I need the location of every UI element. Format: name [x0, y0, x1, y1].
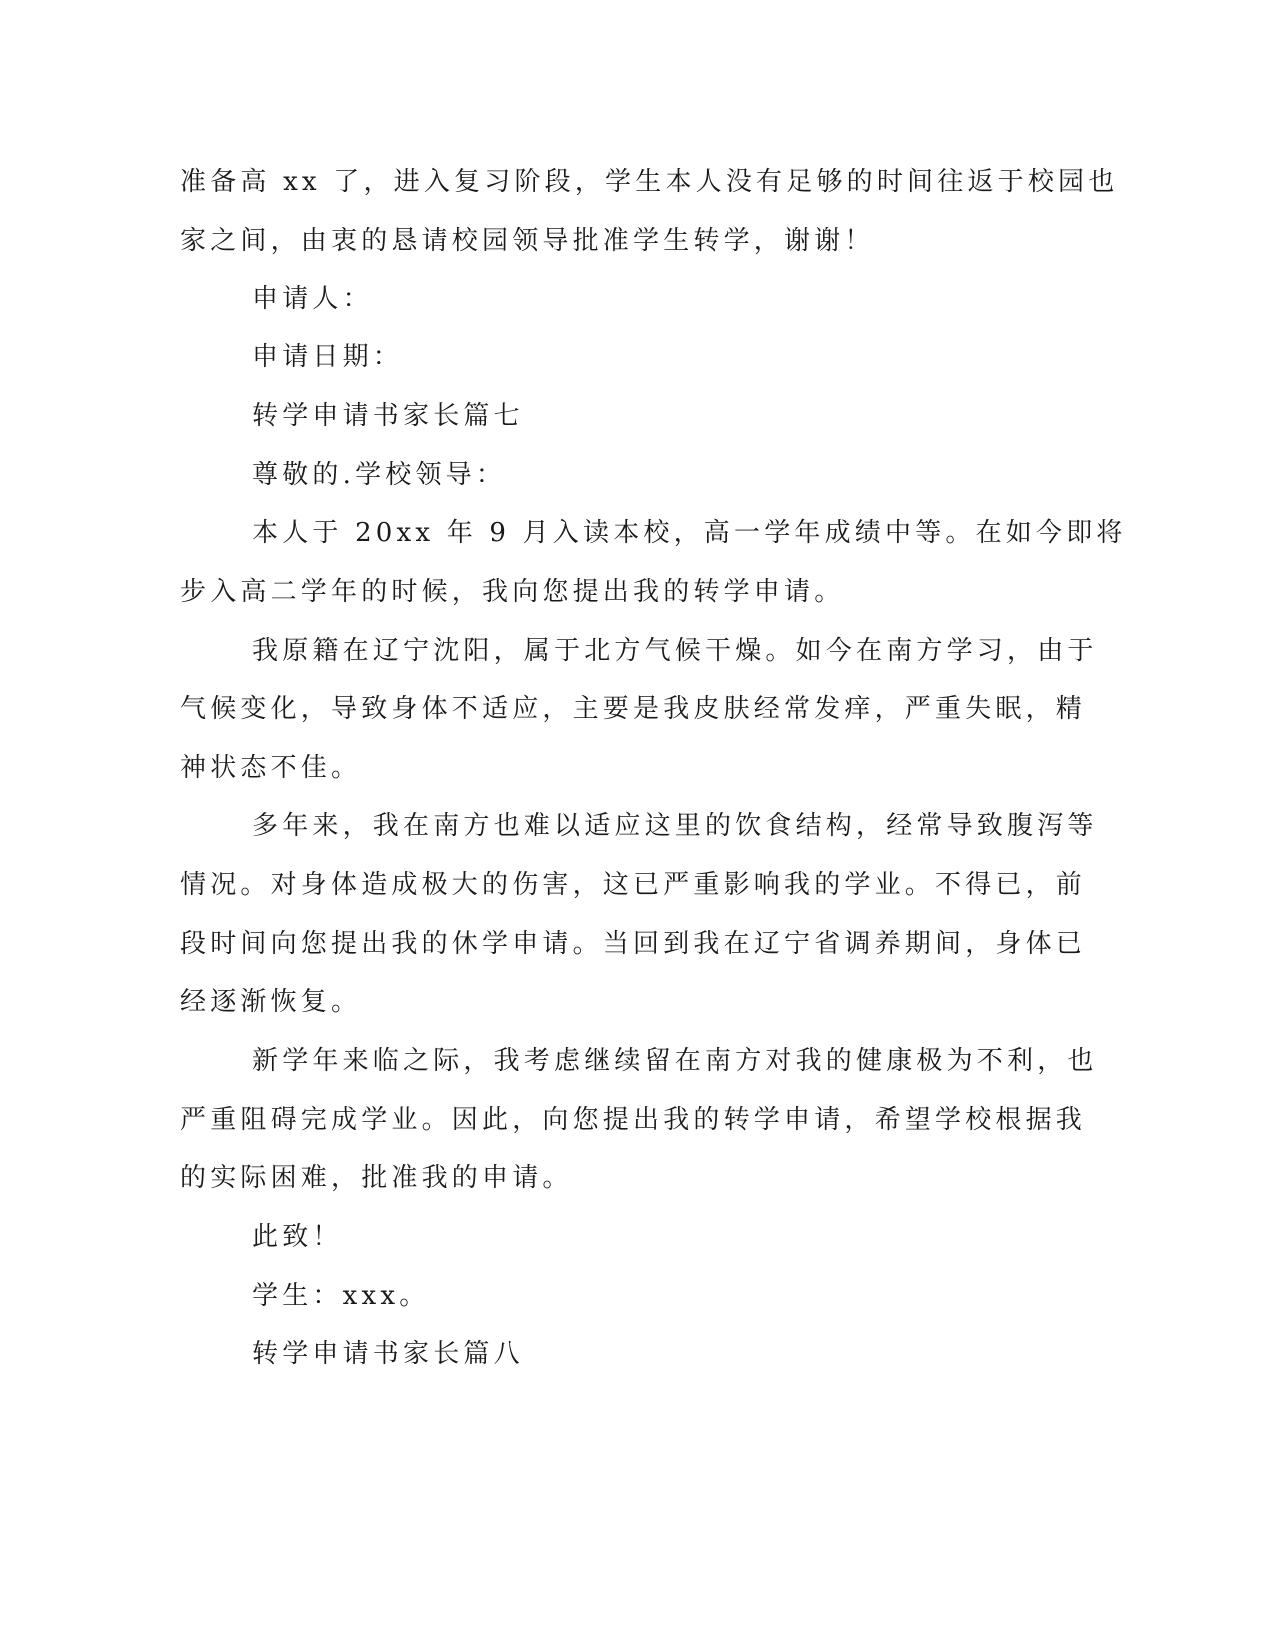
text-line: 情况。对身体造成极大的伤害，这已严重影响我的学业。不得已，前 [180, 870, 1087, 900]
text-line: 的实际困难，批准我的申请。 [180, 1163, 573, 1193]
text-line: 新学年来临之际，我考虑继续留在南方对我的健康极为不利，也 [252, 1046, 1098, 1076]
signature: 学生：xxx。 [252, 1281, 430, 1311]
text-line: 我原籍在辽宁沈阳，属于北方气候干燥。如今在南方学习，由于 [252, 636, 1098, 666]
text-line: 段时间向您提出我的休学申请。当回到我在辽宁省调养期间，身体已 [180, 929, 1087, 959]
text-line: 准备高 xx 了，进入复习阶段，学生本人没有足够的时间往返于校园也 [180, 167, 1119, 197]
text-line: 神状态不佳。 [180, 753, 362, 783]
closing: 此致！ [252, 1222, 343, 1252]
text-line: 气候变化，导致身体不适应，主要是我皮肤经常发痒，严重失眠，精 [180, 694, 1087, 724]
section-heading: 转学申请书家长篇八 [252, 1339, 524, 1369]
text-line: 申请日期： [252, 342, 404, 372]
section-heading: 转学申请书家长篇七 [252, 401, 524, 431]
salutation: 尊敬的.学校领导： [252, 460, 507, 490]
text-line: 家之间，由衷的恳请校园领导批准学生转学，谢谢！ [180, 226, 875, 256]
text-line: 申请人： [252, 284, 373, 314]
text-line: 严重阻碍完成学业。因此，向您提出我的转学申请，希望学校根据我 [180, 1105, 1087, 1135]
text-line: 步入高二学年的时候，我向您提出我的转学申请。 [180, 577, 845, 607]
text-line: 多年来，我在南方也难以适应这里的饮食结构，经常导致腹泻等 [252, 811, 1098, 841]
text-line: 本人于 20xx 年 9 月入读本校，高一学年成绩中等。在如今即将 [252, 518, 1127, 548]
text-line: 经逐渐恢复。 [180, 987, 362, 1017]
